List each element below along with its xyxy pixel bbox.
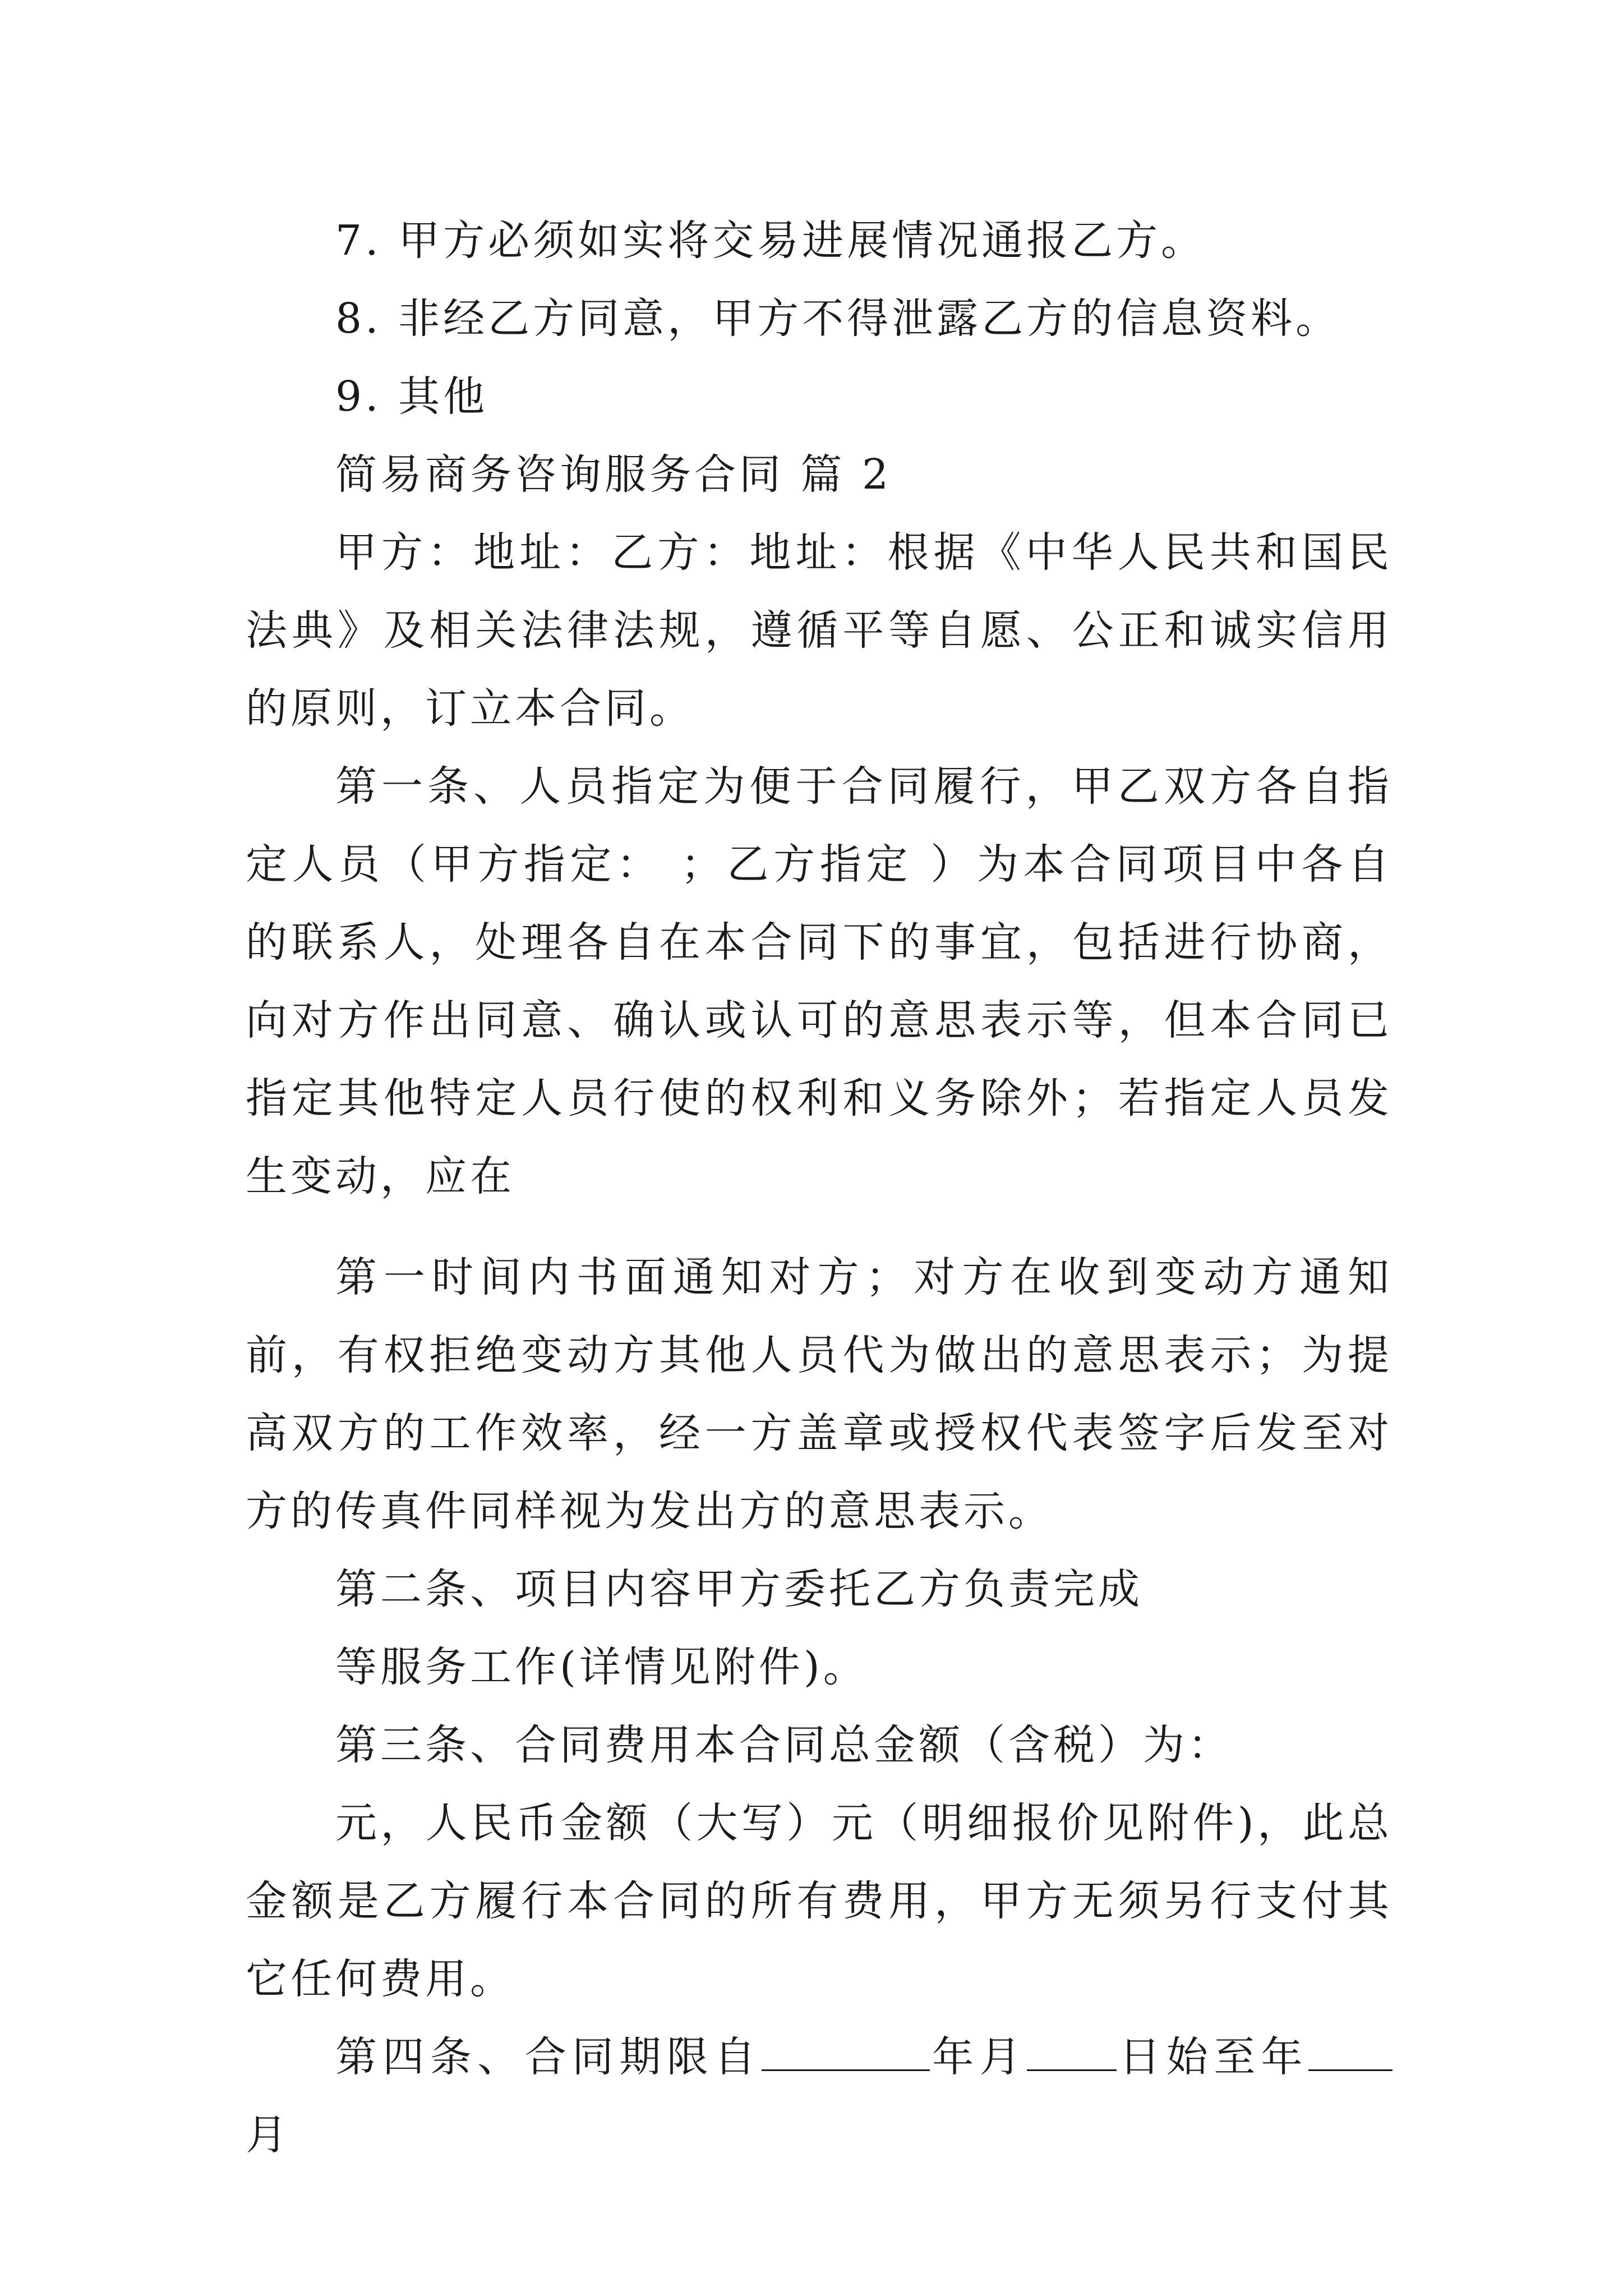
term-prefix: 第四条、合同期限自 — [335, 2033, 762, 2081]
start-day-blank — [1027, 2024, 1117, 2071]
article-2-paragraph: 第二条、项目内容甲方委托乙方负责完成 — [335, 1565, 1143, 1613]
article-1-continued-paragraph: 第一时间内书面通知对方；对方在收到变动方通知前，有权拒绝变动方其他人员代为做出的意思表示；为提高双方的工作效率，经一方盖章或授权代表签字后发至对方的传真件同样视为发出方的意思表示。 — [246, 1253, 1393, 1535]
article-4-term-paragraph — [246, 2018, 1393, 2174]
clause-8: 8. 非经乙方同意，甲方不得泄露乙方的信息资料。 — [335, 295, 1341, 343]
start-date-blank — [762, 2024, 930, 2071]
parties-paragraph: 甲方：地址：乙方：地址：根据《中华人民共和国民法典》及相关法律法规，遵循平等自愿、公正和诚实信用的原则，订立本合同。 — [246, 528, 1393, 733]
term-day-label: 日始至年 — [1116, 2033, 1309, 2081]
article-1-paragraph: 第一条、人员指定为便于合同履行，甲乙双方各自指定人员（甲方指定： ；乙方指定 ）为本合同项目中各自的联系人，处理各自在本合同下的事宜，包括进行协商，向对方作出同意、确认或认可的意思表示等，但本合同已指定其他特定人员行使的权利和义务除外；若指定人员发生变动，应在 — [246, 762, 1393, 1200]
document-body — [246, 202, 1393, 2174]
clause-9: 9. 其他 — [335, 372, 488, 421]
end-month-blank — [1308, 2024, 1393, 2071]
article-2-continued-paragraph: 等服务工作(详情见附件)。 — [335, 1643, 868, 1691]
section-title: 简易商务咨询服务合同 篇 2 — [335, 450, 892, 499]
clause-7: 7. 甲方必须如实将交易进展情况通报乙方。 — [335, 217, 1206, 265]
article-3-paragraph: 第三条、合同费用本合同总金额（含税）为： — [335, 1721, 1233, 1769]
term-year-label: 年月 — [929, 2033, 1027, 2081]
term-month-label: 月 — [246, 2111, 291, 2159]
article-3-amount-paragraph: 元，人民币金额（大写）元（明细报价见附件)，此总金额是乙方履行本合同的所有费用，甲方无须另行支付其它任何费用。 — [246, 1799, 1393, 2003]
